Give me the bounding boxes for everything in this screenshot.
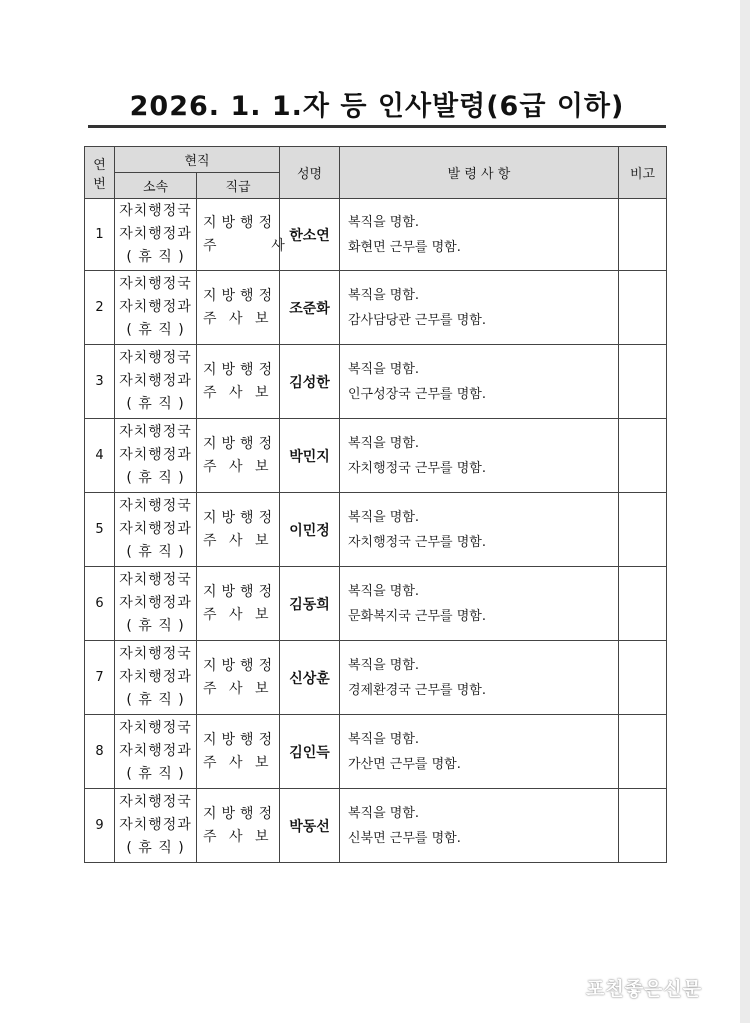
serial-number-cell: 9 — [85, 789, 115, 863]
order-line-reinstate: 복직을 명함. — [348, 805, 420, 821]
newspaper-watermark: 포천좋은신문 — [586, 978, 703, 1000]
rank-grade: 주 사 보 — [203, 384, 273, 401]
rank-series: 지방행정 — [203, 214, 278, 231]
affiliation-division: 자치행정과 — [119, 743, 192, 759]
order-line-reinstate: 복직을 명함. — [348, 731, 420, 747]
order-cell — [340, 715, 619, 789]
order-line-reinstate: 복직을 명함. — [348, 287, 420, 303]
remarks-cell — [619, 345, 667, 419]
order-line-assignment: 화현면 근무를 명함. — [348, 239, 461, 255]
affiliation-bureau: 자치행정국 — [119, 720, 192, 736]
rank-series: 지방행정 — [203, 361, 278, 378]
affiliation-division: 자치행정과 — [119, 669, 192, 685]
name-cell: 이민정 — [280, 493, 340, 567]
serial-number-cell: 2 — [85, 271, 115, 345]
header-remarks: 비고 — [619, 147, 667, 199]
name-cell: 신상훈 — [280, 641, 340, 715]
rank-grade: 주 사 보 — [203, 606, 273, 623]
serial-number-cell: 6 — [85, 567, 115, 641]
header-order-details: 발 령 사 항 — [340, 147, 619, 199]
affiliation-cell — [115, 641, 197, 715]
affiliation-cell — [115, 789, 197, 863]
rank-series: 지방행정 — [203, 731, 278, 748]
order-line-assignment: 감사담당관 근무를 명함. — [348, 312, 486, 328]
rank-cell — [197, 271, 280, 345]
name-cell: 김인득 — [280, 715, 340, 789]
rank-cell — [197, 641, 280, 715]
rank-cell — [197, 789, 280, 863]
remarks-cell — [619, 641, 667, 715]
order-cell — [340, 567, 619, 641]
rank-grade: 주 사 보 — [203, 680, 273, 697]
affiliation-division: 자치행정과 — [119, 521, 192, 537]
serial-number-cell: 1 — [85, 199, 115, 271]
order-line-assignment: 문화복지국 근무를 명함. — [348, 608, 486, 624]
affiliation-bureau: 자치행정국 — [119, 498, 192, 514]
serial-number-cell: 4 — [85, 419, 115, 493]
affiliation-bureau: 자치행정국 — [119, 276, 192, 292]
affiliation-division: 자치행정과 — [119, 373, 192, 389]
order-line-reinstate: 복직을 명함. — [348, 361, 420, 377]
serial-number-cell: 3 — [85, 345, 115, 419]
rank-cell — [197, 199, 289, 271]
table-row — [85, 641, 667, 715]
affiliation-bureau: 자치행정국 — [119, 572, 192, 588]
order-line-reinstate: 복직을 명함. — [348, 583, 420, 599]
rank-grade: 주 사 보 — [203, 458, 273, 475]
serial-number-cell: 7 — [85, 641, 115, 715]
name-cell: 한소연 — [280, 199, 340, 271]
affiliation-division: 자치행정과 — [119, 595, 192, 611]
affiliation-bureau: 자치행정국 — [119, 203, 192, 219]
header-serial-number — [85, 147, 115, 199]
affiliation-status: ( 휴 직 ) — [126, 249, 185, 265]
remarks-cell — [619, 493, 667, 567]
affiliation-status: ( 휴 직 ) — [126, 322, 185, 338]
affiliation-status: ( 휴 직 ) — [126, 692, 185, 708]
affiliation-cell — [115, 199, 197, 271]
name-cell: 박민지 — [280, 419, 340, 493]
name-cell: 조준화 — [280, 271, 340, 345]
header-serial-line2: 번 — [93, 176, 106, 192]
order-cell — [340, 199, 619, 271]
table-row — [85, 493, 667, 567]
table-row — [85, 199, 667, 271]
rank-cell — [197, 345, 280, 419]
remarks-cell — [619, 789, 667, 863]
order-cell — [340, 271, 619, 345]
affiliation-division: 자치행정과 — [119, 447, 192, 463]
rank-cell — [197, 419, 280, 493]
rank-series: 지방행정 — [203, 805, 278, 822]
remarks-cell — [619, 271, 667, 345]
order-line-assignment: 경제환경국 근무를 명함. — [348, 682, 486, 698]
rank-cell — [197, 715, 280, 789]
remarks-cell — [619, 715, 667, 789]
name-cell: 박동선 — [280, 789, 340, 863]
order-line-assignment: 신북면 근무를 명함. — [348, 830, 461, 846]
affiliation-division: 자치행정과 — [119, 817, 192, 833]
header-affiliation: 소속 — [115, 173, 197, 199]
order-line-reinstate: 복직을 명함. — [348, 657, 420, 673]
table-body — [85, 199, 667, 863]
rank-series: 지방행정 — [203, 657, 278, 674]
affiliation-cell — [115, 271, 197, 345]
personnel-order-table — [84, 146, 667, 863]
affiliation-cell — [115, 715, 197, 789]
rank-cell — [197, 493, 280, 567]
order-line-assignment: 자치행정국 근무를 명함. — [348, 460, 486, 476]
name-cell: 김동희 — [280, 567, 340, 641]
rank-series: 지방행정 — [203, 435, 278, 452]
rank-grade: 주 사 보 — [203, 828, 273, 845]
affiliation-cell — [115, 493, 197, 567]
document-title: 2026. 1. 1.자 등 인사발령(6급 이하) — [129, 91, 625, 122]
order-cell — [340, 641, 619, 715]
table-row — [85, 789, 667, 863]
affiliation-division: 자치행정과 — [119, 299, 192, 315]
table-row — [85, 345, 667, 419]
affiliation-status: ( 휴 직 ) — [126, 618, 185, 634]
table-row — [85, 715, 667, 789]
rank-series: 지방행정 — [203, 583, 278, 600]
serial-number-cell: 8 — [85, 715, 115, 789]
order-line-reinstate: 복직을 명함. — [348, 435, 420, 451]
table-row — [85, 567, 667, 641]
header-name: 성명 — [280, 147, 340, 199]
header-current-position: 현직 — [115, 147, 280, 173]
header-row-top — [85, 147, 667, 173]
affiliation-division: 자치행정과 — [119, 226, 192, 242]
order-line-assignment: 가산면 근무를 명함. — [348, 756, 461, 772]
affiliation-cell — [115, 419, 197, 493]
rank-grade: 주 사 보 — [203, 754, 273, 771]
rank-series: 지방행정 — [203, 509, 278, 526]
affiliation-status: ( 휴 직 ) — [126, 396, 185, 412]
order-cell — [340, 493, 619, 567]
serial-number-cell: 5 — [85, 493, 115, 567]
order-line-assignment: 자치행정국 근무를 명함. — [348, 534, 486, 550]
order-line-assignment: 인구성장국 근무를 명함. — [348, 386, 486, 402]
affiliation-status: ( 휴 직 ) — [126, 766, 185, 782]
title-underline — [88, 125, 666, 128]
affiliation-bureau: 자치행정국 — [119, 646, 192, 662]
affiliation-bureau: 자치행정국 — [119, 424, 192, 440]
order-line-reinstate: 복직을 명함. — [348, 509, 420, 525]
rank-series: 지방행정 — [203, 287, 278, 304]
affiliation-bureau: 자치행정국 — [119, 350, 192, 366]
rank-grade: 주 사 — [203, 237, 289, 254]
rank-cell — [197, 567, 280, 641]
table-row — [85, 271, 667, 345]
order-line-reinstate: 복직을 명함. — [348, 214, 420, 230]
affiliation-status: ( 휴 직 ) — [126, 840, 185, 856]
remarks-cell — [619, 199, 667, 271]
affiliation-status: ( 휴 직 ) — [126, 544, 185, 560]
name-cell: 김성한 — [280, 345, 340, 419]
order-cell — [340, 789, 619, 863]
affiliation-status: ( 휴 직 ) — [126, 470, 185, 486]
remarks-cell — [619, 567, 667, 641]
table-row — [85, 419, 667, 493]
order-cell — [340, 419, 619, 493]
header-rank: 직급 — [197, 173, 280, 199]
remarks-cell — [619, 419, 667, 493]
order-cell — [340, 345, 619, 419]
affiliation-bureau: 자치행정국 — [119, 794, 192, 810]
affiliation-cell — [115, 567, 197, 641]
header-serial-line1: 연 — [93, 157, 106, 173]
rank-grade: 주 사 보 — [203, 532, 273, 549]
rank-grade: 주 사 보 — [203, 310, 273, 327]
affiliation-cell — [115, 345, 197, 419]
